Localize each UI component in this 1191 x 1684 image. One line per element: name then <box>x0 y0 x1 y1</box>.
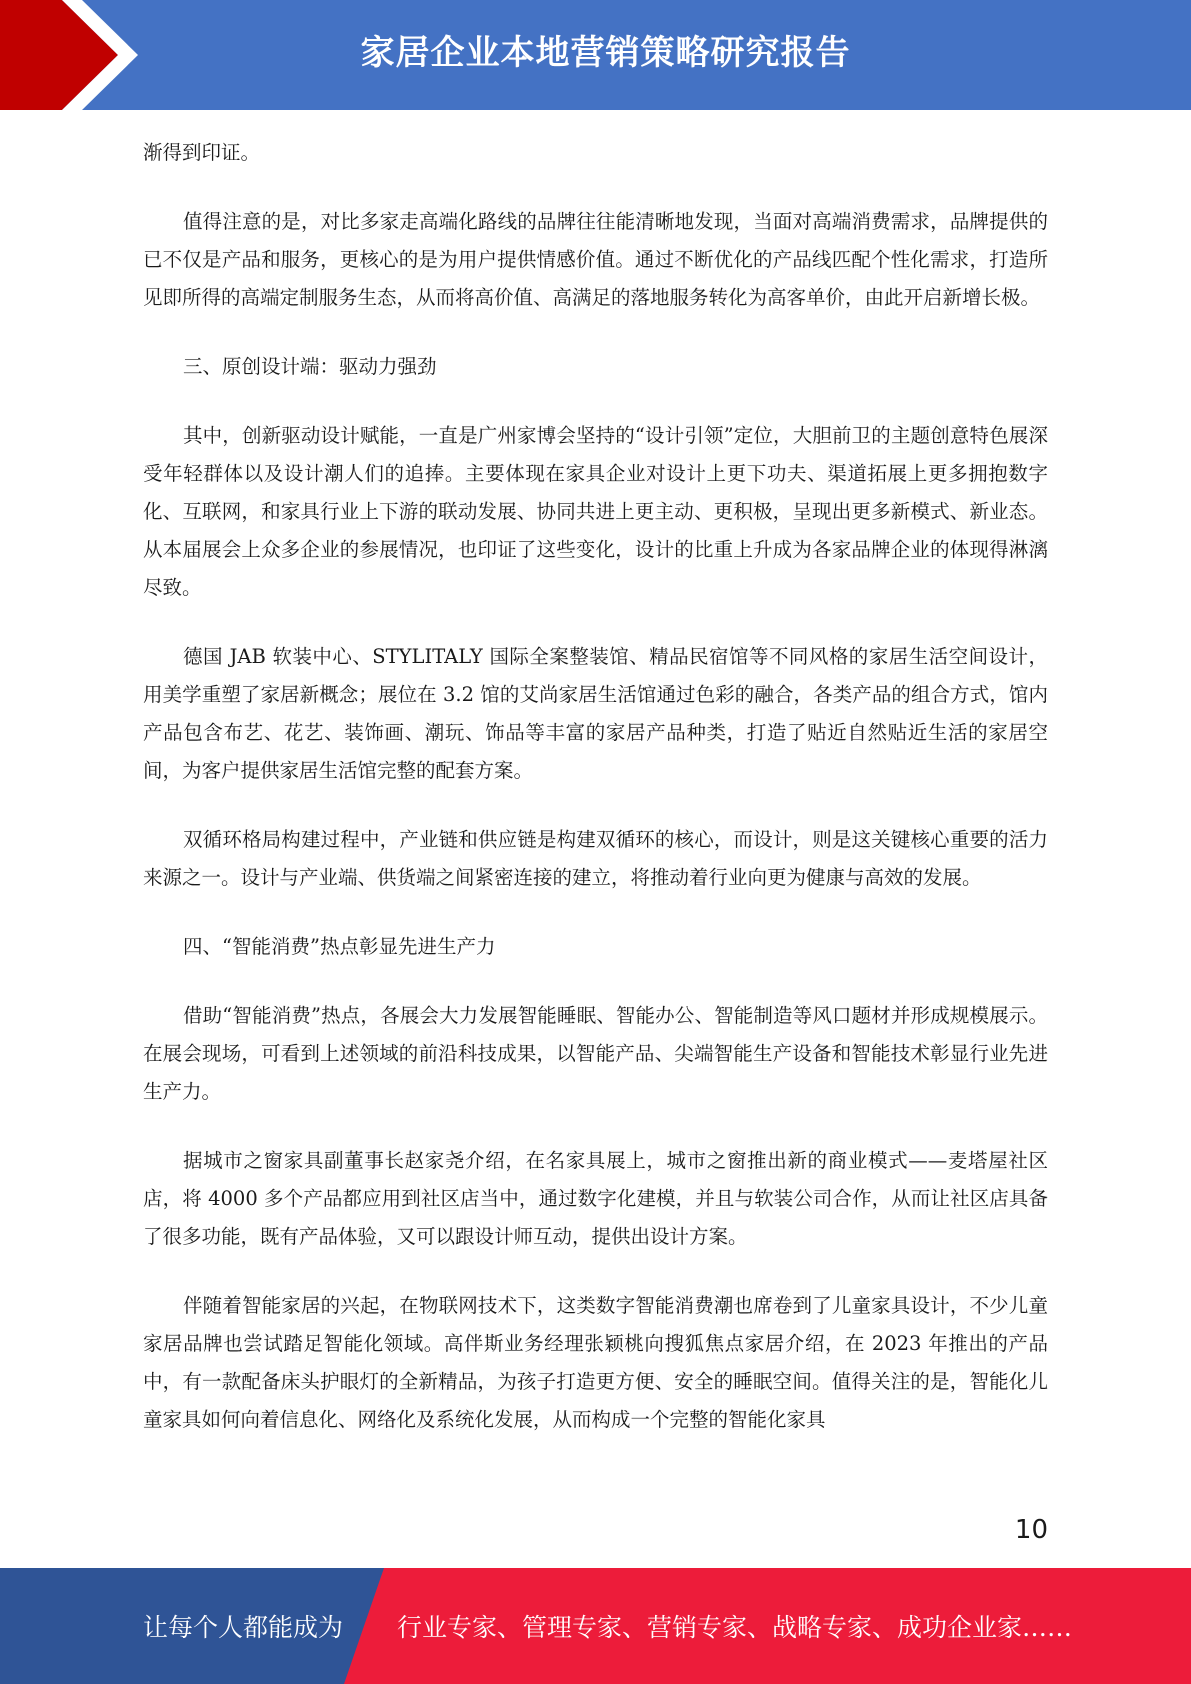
section-heading: 三、原创设计端：驱动力强劲 <box>183 355 437 378</box>
paragraph: 伴随着智能家居的兴起，在物联网技术下，这类数字智能消费潮也席卷到了儿童家具设计，不少儿童家居品牌也尝试踏足智能化领域。高伴斯业务经理张颖桃向搜狐焦点家居介绍，在 2023 年推出的产品中，有一款配备床头护眼灯的全新精品，为孩子打造更方便、安全的睡眠空间。值得关注的是，智能化儿童家具如何向着信息化、网络化及系统化发展，从而构成一个完整的智能化家具 <box>143 1294 1048 1431</box>
paragraph: 德国 JAB 软装中心、STYLITALY 国际全案整装馆、精品民宿馆等不同风格的家居生活空间设计，用美学重塑了家居新概念；展位在 3.2 馆的艾尚家居生活馆通过色彩的融合，各类产品的组合方式，馆内产品包含布艺、花艺、装饰画、潮玩、饰品等丰富的家居产品种类，打造了贴近自然贴近生活的家居空间，为客户提供家居生活馆完整的配套方案。 <box>143 645 1048 782</box>
paragraph: 其中，创新驱动设计赋能，一直是广州家博会坚持的“设计引领”定位，大胆前卫的主题创意特色展深受年轻群体以及设计潮人们的追捧。主要体现在家具企业对设计上更下功夫、渠道拓展上更多拥抱数字化、互联网，和家具行业上下游的联动发展、协同共进上更主动、更积极，呈现出更多新模式、新业态。从本届展会上众多企业的参展情况，也印证了这些变化，设计的比重上升成为各家品牌企业的体现得淋漓尽致。 <box>143 424 1048 599</box>
paragraph-continuation: 渐得到印证。 <box>143 141 261 164</box>
footer-slogan-left: 让每个人都能成为 <box>143 1613 344 1642</box>
section-heading: 四、“智能消费”热点彰显先进生产力 <box>183 935 496 958</box>
document-body <box>143 134 1048 1470</box>
paragraph: 据城市之窗家具副董事长赵家尧介绍，在名家具展上，城市之窗推出新的商业模式——麦塔屋社区店，将 4000 多个产品都应用到社区店当中，通过数字化建模，并且与软装公司合作，从而让社区店具备了很多功能，既有产品体验，又可以跟设计师互动，提供出设计方案。 <box>143 1149 1048 1248</box>
page-header <box>0 0 1191 110</box>
report-title: 家居企业本地营销策略研究报告 <box>360 33 851 73</box>
page-number: 10 <box>1014 1515 1048 1545</box>
paragraph: 值得注意的是，对比多家走高端化路线的品牌往往能清晰地发现，当面对高端消费需求，品牌提供的已不仅是产品和服务，更核心的是为用户提供情感价值。通过不断优化的产品线匹配个性化需求，打造所见即所得的高端定制服务生态，从而将高价值、高满足的落地服务转化为高客单价，由此开启新增长极。 <box>143 210 1048 309</box>
paragraph: 双循环格局构建过程中，产业链和供应链是构建双循环的核心，而设计，则是这关键核心重要的活力来源之一。设计与产业端、供货端之间紧密连接的建立，将推动着行业向更为健康与高效的发展。 <box>143 828 1048 889</box>
paragraph: 借助“智能消费”热点，各展会大力发展智能睡眠、智能办公、智能制造等风口题材并形成规模展示。在展会现场，可看到上述领域的前沿科技成果，以智能产品、尖端智能生产设备和智能技术彰显行业先进生产力。 <box>143 1004 1048 1103</box>
footer-slogan-right: 行业专家、管理专家、营销专家、战略专家、成功企业家…… <box>397 1613 1073 1642</box>
page-footer <box>0 1568 1191 1684</box>
